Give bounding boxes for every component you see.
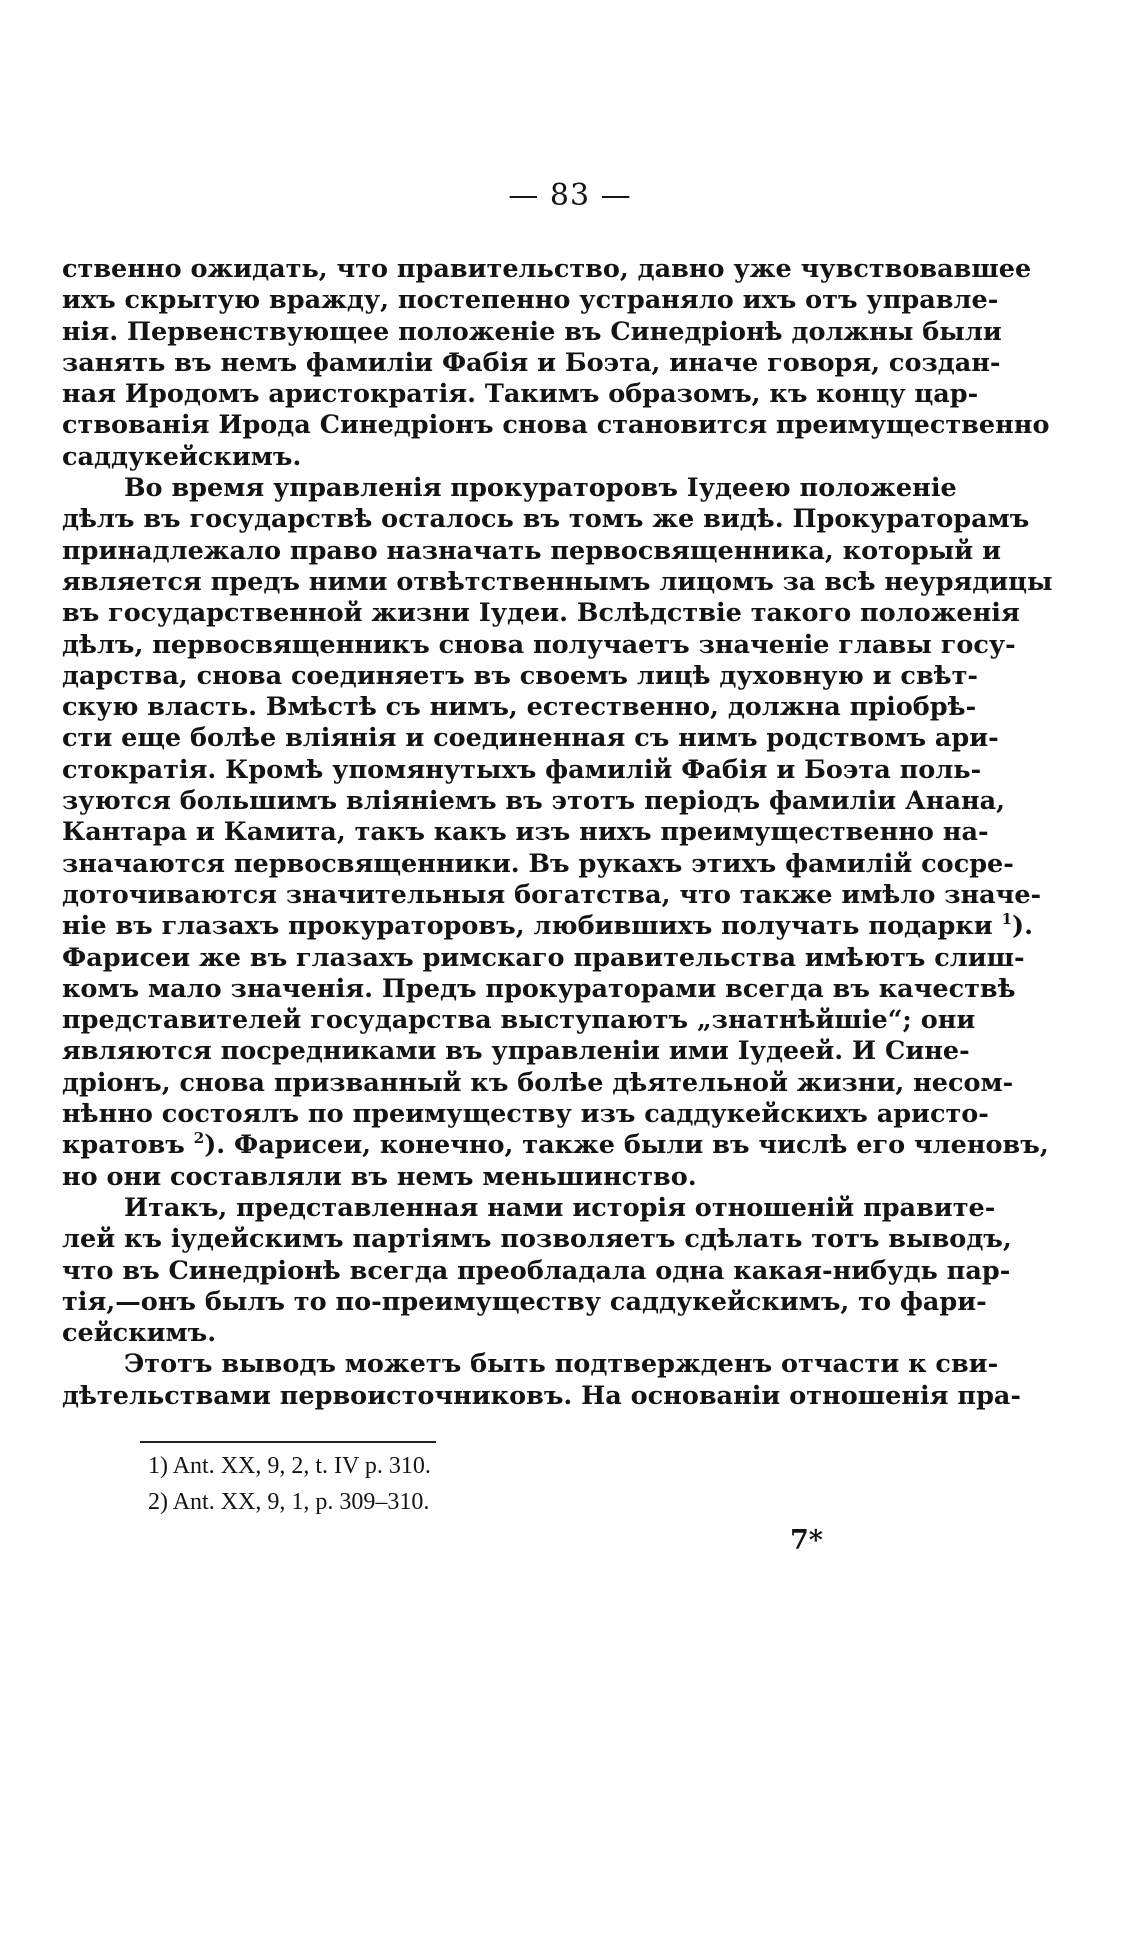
body-text [62,254,1053,1412]
text-line: Этотъ выводъ можетъ быть подтвержденъ отчасти к сви- [124,1349,999,1380]
text-line-with-footnote-ref [62,1129,1049,1161]
text-line: Фарисеи же въ глазахъ римскаго правительства имѣютъ слиш- [62,942,1025,973]
footnote-ref[interactable]: 1 [1001,910,1013,929]
text-line: что въ Синедріонѣ всегда преобладала одна какая-нибудь пар- [62,1255,1011,1286]
text-line: является предъ ними отвѣтственнымъ лицомъ за всѣ неурядицы [62,566,1053,597]
text-line: дарства, снова соединяетъ въ своемъ лицѣ духовную и свѣт- [62,660,978,691]
text-line: въ государственной жизни Іудеи. Вслѣдствіе такого положенія [62,598,1020,629]
footnote [148,1484,748,1520]
text-line-tail: ). [1012,911,1033,942]
text-line: сейскимъ. [62,1318,217,1349]
text-line: ная Иродомъ аристократія. Такимъ образомъ, къ концу цар- [62,379,979,410]
text-line: дріонъ, снова призванный къ болѣе дѣятельной жизни, несом- [62,1067,1014,1098]
footnote-text: Ant. XX, 9, 1, p. 309–310. [172,1489,430,1515]
text-line: ственно ожидать, что правительство, давно уже чувствовавшее [62,254,1032,284]
text-line: тія,—онъ былъ то по-преимуществу саддукейскимъ, то фари- [62,1286,987,1317]
text-line: саддукейскимъ. [62,441,302,472]
text-line: скую власть. Вмѣстѣ съ нимъ, естественно, должна пріобрѣ- [62,692,977,723]
page-number: — 83 — [508,178,632,213]
footnote [148,1448,748,1484]
text-line: стократія. Кромѣ упомянутыхъ фамилій Фабія и Боэта поль- [62,754,982,785]
text-line: ихъ скрытую вражду, постепенно устраняло ихъ отъ управле- [62,285,999,316]
text-line: нія. Первенствующее положеніе въ Синедріонѣ должны были [62,316,1002,347]
text-line: лей къ іудейскимъ партіямъ позволяетъ сдѣлать тотъ выводъ, [62,1224,1012,1255]
footnote-marker: 2) [148,1489,168,1515]
signature-mark: 7* [790,1525,823,1556]
footnote-ref[interactable]: 2 [193,1129,205,1148]
text-line-with-footnote-ref [62,910,1033,942]
footnote-divider [140,1441,436,1443]
text-line: Итакъ, представленная нами исторія отношеній правите- [124,1192,996,1223]
text-line: комъ мало значенія. Предъ прокураторами всегда въ качествѣ [62,973,1016,1004]
text-line-main: кратовъ [62,1130,185,1161]
text-line: зуются большимъ вліяніемъ въ этотъ періодъ фамиліи Анана, [62,786,1006,817]
footnote-text: Ant. XX, 9, 2, t. IV p. 310. [172,1453,431,1479]
text-line-tail: ). Фарисеи, конечно, также были въ числѣ его членовъ, [204,1130,1049,1161]
text-line: дѣлъ въ государствѣ осталось въ томъ же видѣ. Прокураторамъ [62,504,1030,535]
text-line: сти еще болѣе вліянія и соединенная съ нимъ родствомъ ари- [62,723,999,754]
text-line: являются посредниками въ управленіи ими Іудеей. И Сине- [62,1036,970,1067]
text-line: Во время управленія прокураторовъ Іудеею положеніе [124,473,957,504]
footnote-marker: 1) [148,1453,168,1479]
text-line: значаются первосвященники. Въ рукахъ этихъ фамилій сосре- [62,848,1014,879]
text-line: Кантара и Камита, такъ какъ изъ нихъ преимущественно на- [62,817,989,848]
text-line: дѣтельствами первоисточниковъ. На основаніи отношенія пра- [62,1380,1022,1411]
footnotes [148,1448,748,1520]
text-line: нѣнно состоялъ по преимуществу изъ саддукейскихъ аристо- [62,1099,989,1130]
text-line-main: ніе въ глазахъ прокураторовъ, любившихъ получать подарки [62,911,993,942]
text-line: дѣлъ, первосвященникъ снова получаетъ значеніе главы госу- [62,629,1016,660]
text-line: принадлежало право назначать первосвященника, который и [62,535,1001,566]
text-line: занять въ немъ фамиліи Фабія и Боэта, иначе говоря, создан- [62,347,1001,378]
text-line: ствованія Ирода Синедріонъ снова становится преимущественно [62,410,1050,441]
text-line: представителей государства выступаютъ „знатнѣйшіе“; они [62,1005,976,1036]
text-line: но они составляли въ немъ меньшинство. [62,1161,697,1192]
text-line: доточиваются значительныя богатства, что также имѣло значе- [62,879,1042,910]
